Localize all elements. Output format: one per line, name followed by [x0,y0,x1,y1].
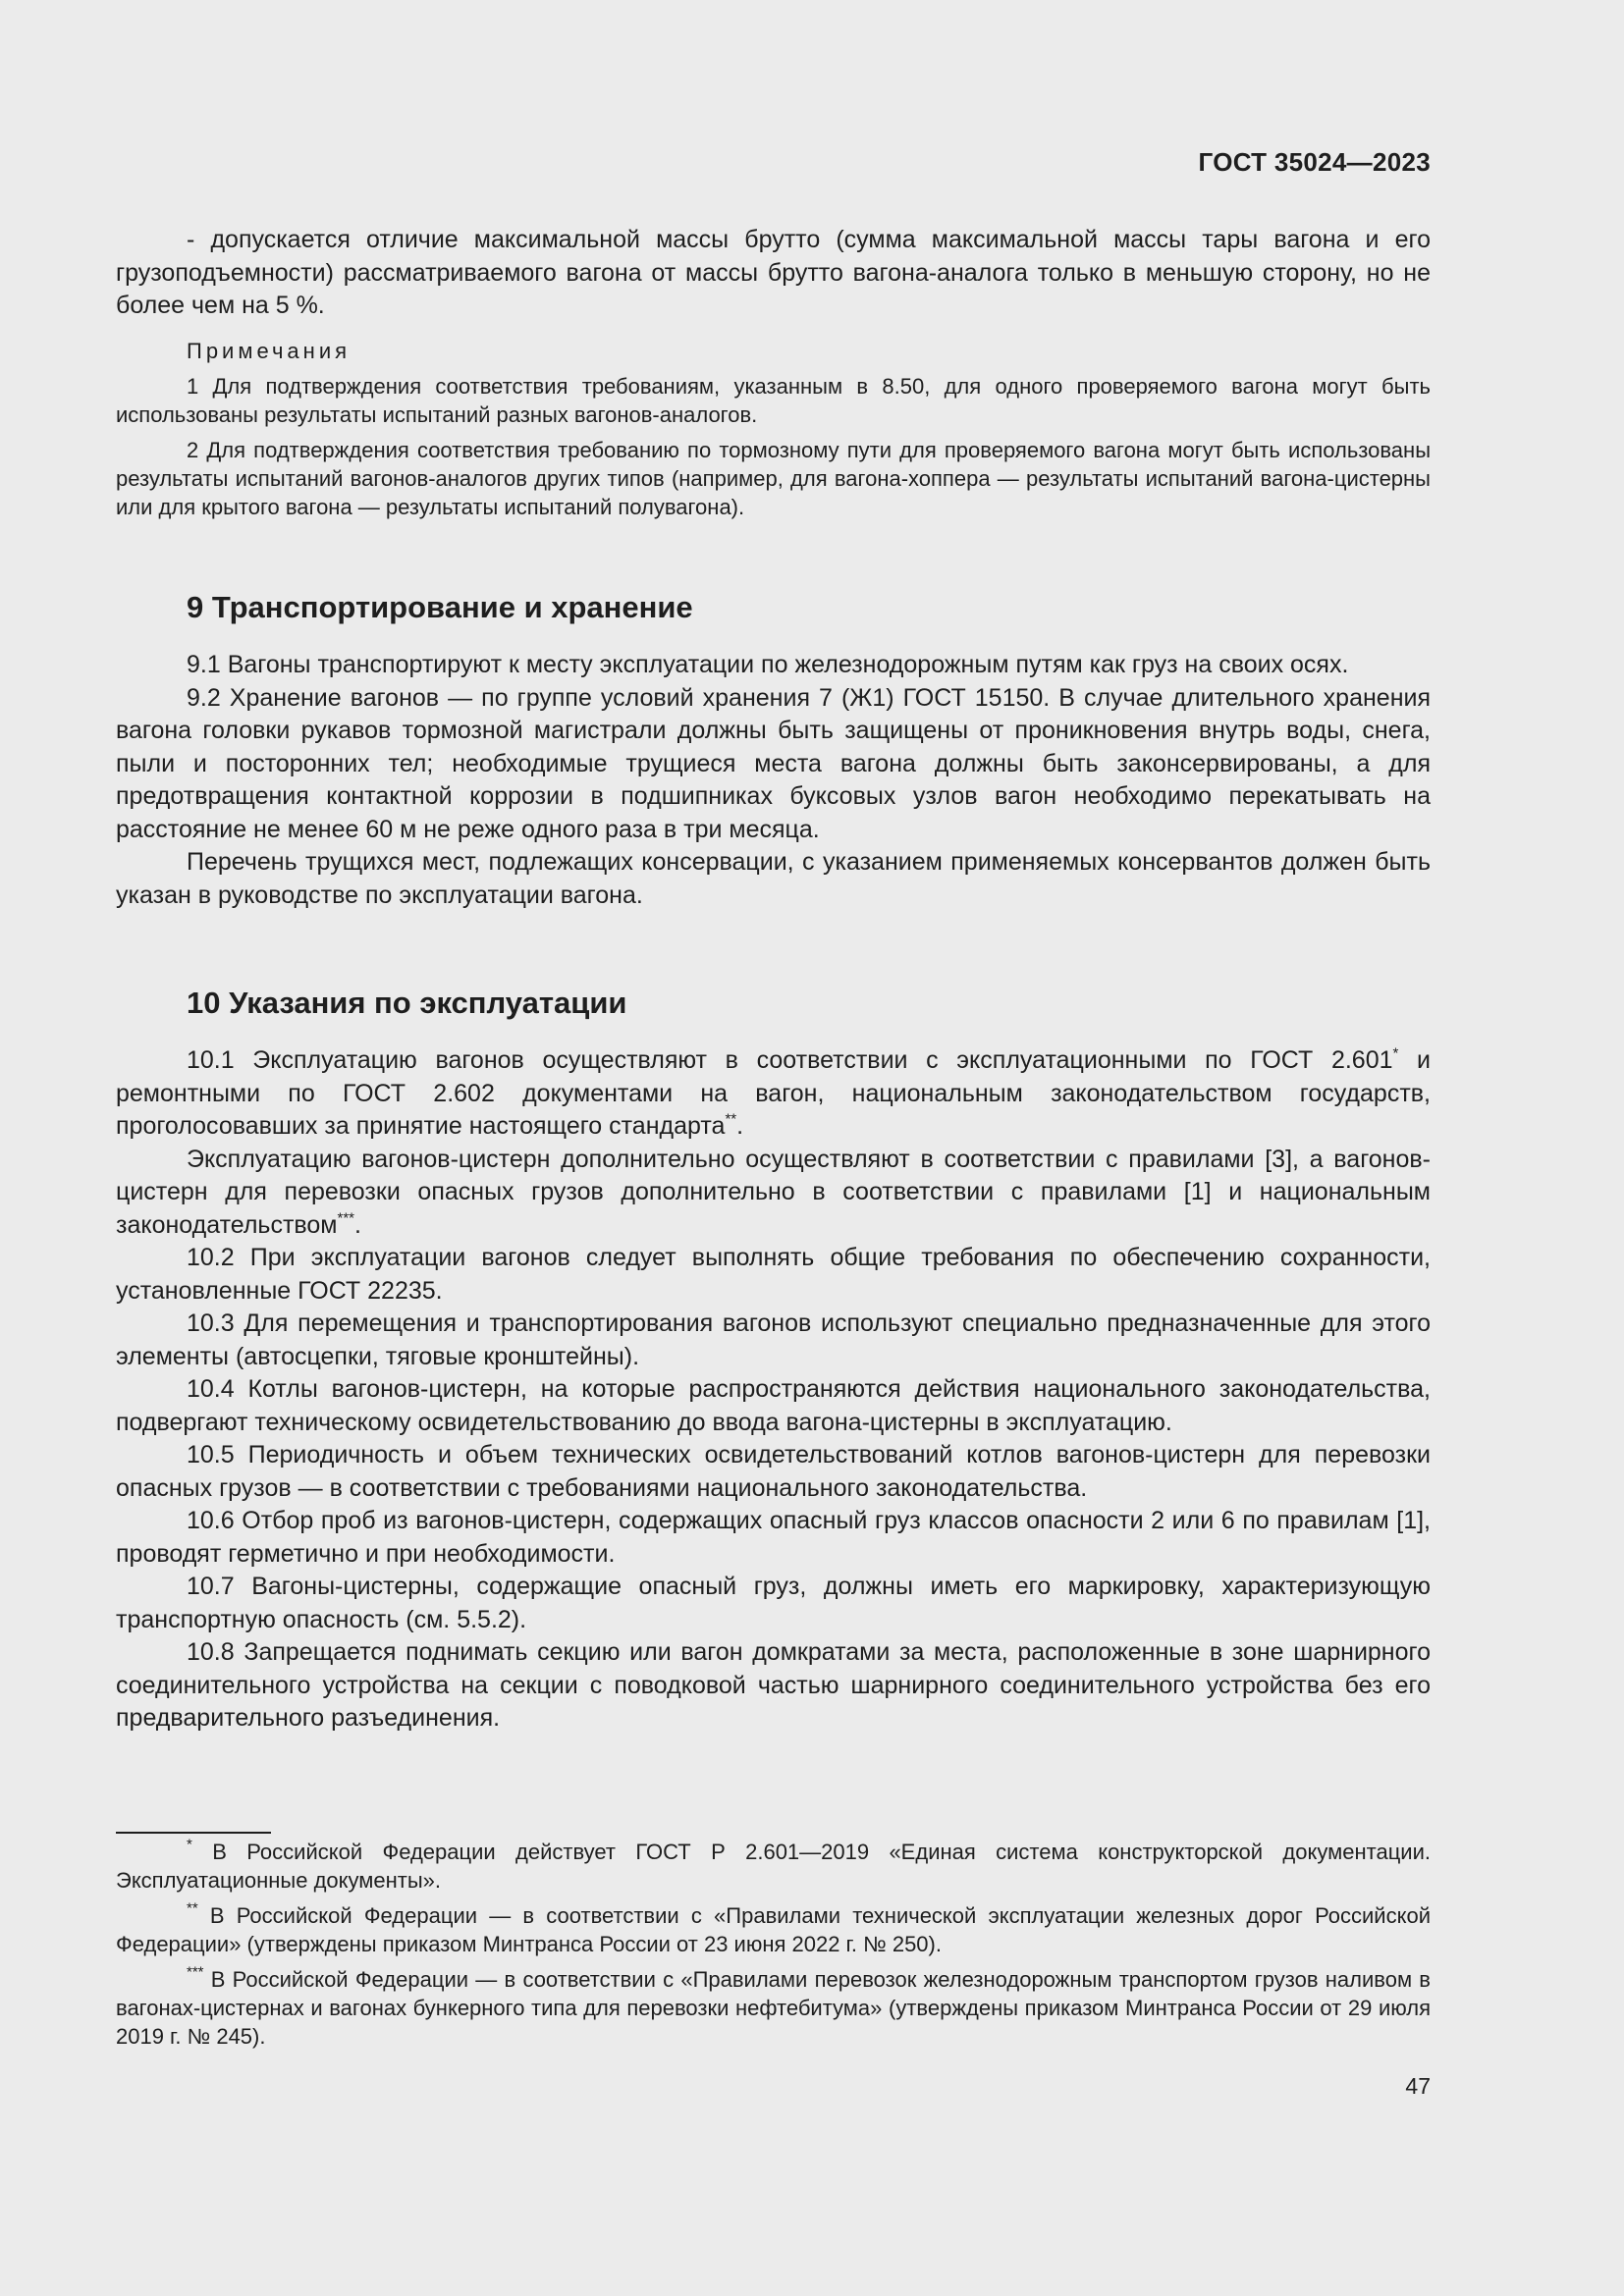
paragraph-10-8: 10.8 Запрещается поднимать секцию или вагон домкратами за места, расположенные в зоне шарнирного соединительного устройства на секции с поводковой частью шарнирного соединительного устройства без его предварительного разъединения. [116,1638,1431,1732]
footnote-separator [116,1832,271,1834]
paragraph-10-2: 10.2 При эксплуатации вагонов следует выполнять общие требования по обеспечению сохранности, установленные ГОСТ 22235. [116,1244,1431,1305]
note-1: 1 Для подтверждения соответствия требованиям, указанным в 8.50, для одного проверяемого вагона могут быть использованы результаты испытаний разных вагонов-аналогов. [116,373,1431,427]
section-9-body [116,649,1431,912]
paragraph-10-7: 10.7 Вагоны-цистерны, содержащие опасный груз, должны иметь его маркировку, характеризующую транспортную опасность (см. 5.5.2). [116,1573,1431,1633]
dash-list-item: - допускается отличие максимальной массы брутто (сумма максимальной массы тары вагона и его грузоподъемности) рассматриваемого вагона от массы брутто вагона-аналога только в меньшую сторону, но не более чем на 5 %. [116,226,1431,319]
paragraph-9-2: 9.2 Хранение вагонов — по группе условий хранения 7 (Ж1) ГОСТ 15150. В случае длительного хранения вагона головки рукавов тормозной магистрали должны быть защищены от проникновения внутрь воды, снега, пыли и посторонних тел; необходимые трущиеся места вагона должны быть законсервированы, а для предотвращения контактной коррозии в подшипниках буксовых узлов вагон необходимо перекатывать на расстояние не менее 60 м не реже одного раза в три месяца. [116,683,1431,843]
paragraph-10-6: 10.6 Отбор проб из вагонов-цистерн, содержащих опасный груз классов опасности 2 или 6 по правилам [1], проводят герметично и при необходимости. [116,1507,1431,1568]
section-10 [116,984,1431,1023]
footnote-1 [116,1838,1431,1895]
paragraph-10-1-part-c: . [736,1112,744,1140]
footnote-2-marker: ** [187,1899,198,1917]
paragraph-10-5: 10.5 Периодичность и объем технических освидетельствований котлов вагонов-цистерн для перевозки опасных грузов — в соответствии с требованиями национального законодательства. [116,1441,1431,1502]
paragraph-10-4: 10.4 Котлы вагонов-цистерн, на которые распространяются действия национального законодательства, подвергают техническому освидетельствованию до ввода вагона-цистерны в эксплуатацию. [116,1375,1431,1436]
section-10-body [116,1044,1431,1735]
footnote-2-text: В Российской Федерации — в соответствии с «Правилами технической эксплуатации железных дорог Российской Федерации» (утверждены приказом Минтранса России от 23 июня 2022 г. № 250). [116,1903,1431,1956]
paragraph-10-1-tank-cars [116,1144,1431,1243]
notes-title: Примечания [187,338,352,363]
paragraph-10-1-part-b: и ремонтными по ГОСТ 2.602 документами на вагон, национальным законодательством государств, проголосовавших за принятие настоящего стандарта [116,1046,1431,1140]
paragraph-9-1: 9.1 Вагоны транспортируют к месту эксплуатации по железнодорожным путям как груз на своих осях. [187,651,1349,678]
paragraph-10-1-tank-cars-end: . [354,1210,361,1239]
footnotes [116,1838,1431,2057]
footnote-1-marker: * [187,1836,192,1853]
section-10-title: 10 Указания по эксплуатации [187,986,627,1020]
document-code-header: ГОСТ 35024—2023 [1198,147,1431,177]
footnote-ref-1[interactable]: * [1392,1044,1399,1062]
footnote-3 [116,1965,1431,2051]
document-page [116,0,1431,2296]
page-number: 47 [1405,2073,1431,2099]
intro-block [116,224,1431,528]
footnote-3-marker: *** [187,1963,204,1981]
section-9 [116,588,1431,627]
footnote-1-text: В Российской Федерации действует ГОСТ Р 2.601—2019 «Единая система конструкторской документации. Эксплуатационные документы». [116,1840,1431,1893]
note-2: 2 Для подтверждения соответствия требованию по тормозному пути для проверяемого вагона могут быть использованы результаты испытаний вагонов-аналогов других типов (например, для вагона-хоппера — результаты испытаний вагона-цистерны или для крытого вагона — результаты испытаний полувагона). [116,437,1431,519]
paragraph-9-2-continued: Перечень трущихся мест, подлежащих консервации, с указанием применяемых консервантов должен быть указан в руководстве по эксплуатации вагона. [116,848,1431,909]
section-9-title: 9 Транспортирование и хранение [187,590,693,624]
footnote-ref-2[interactable]: ** [725,1110,737,1128]
paragraph-10-1 [116,1044,1431,1144]
footnote-3-text: В Российской Федерации — в соответствии с «Правилами перевозок железнодорожным транспортом грузов наливом в вагонах-цистернах и вагонах бункерного типа для перевозки нефтебитума» (утверждены приказом Минтранса России от 29 июля 2019 г. № 245). [116,1967,1431,2049]
footnote-ref-3[interactable]: *** [337,1209,355,1226]
footnote-2 [116,1901,1431,1958]
paragraph-10-1-tank-cars-text: Эксплуатацию вагонов-цистерн дополнительно осуществляют в соответствии с правилами [3], а вагонов-цистерн для перевозки опасных грузов дополнительно в соответствии с правилами [1] и национальным законодательством [116,1145,1431,1239]
paragraph-10-1-part-a: 10.1 Эксплуатацию вагонов осуществляют в соответствии с эксплуатационными по ГОСТ 2.601 [187,1046,1393,1074]
paragraph-10-3: 10.3 Для перемещения и транспортирования вагонов используют специально предназначенные для этого элементы (автосцепки, тяговые кронштейны). [116,1309,1431,1370]
